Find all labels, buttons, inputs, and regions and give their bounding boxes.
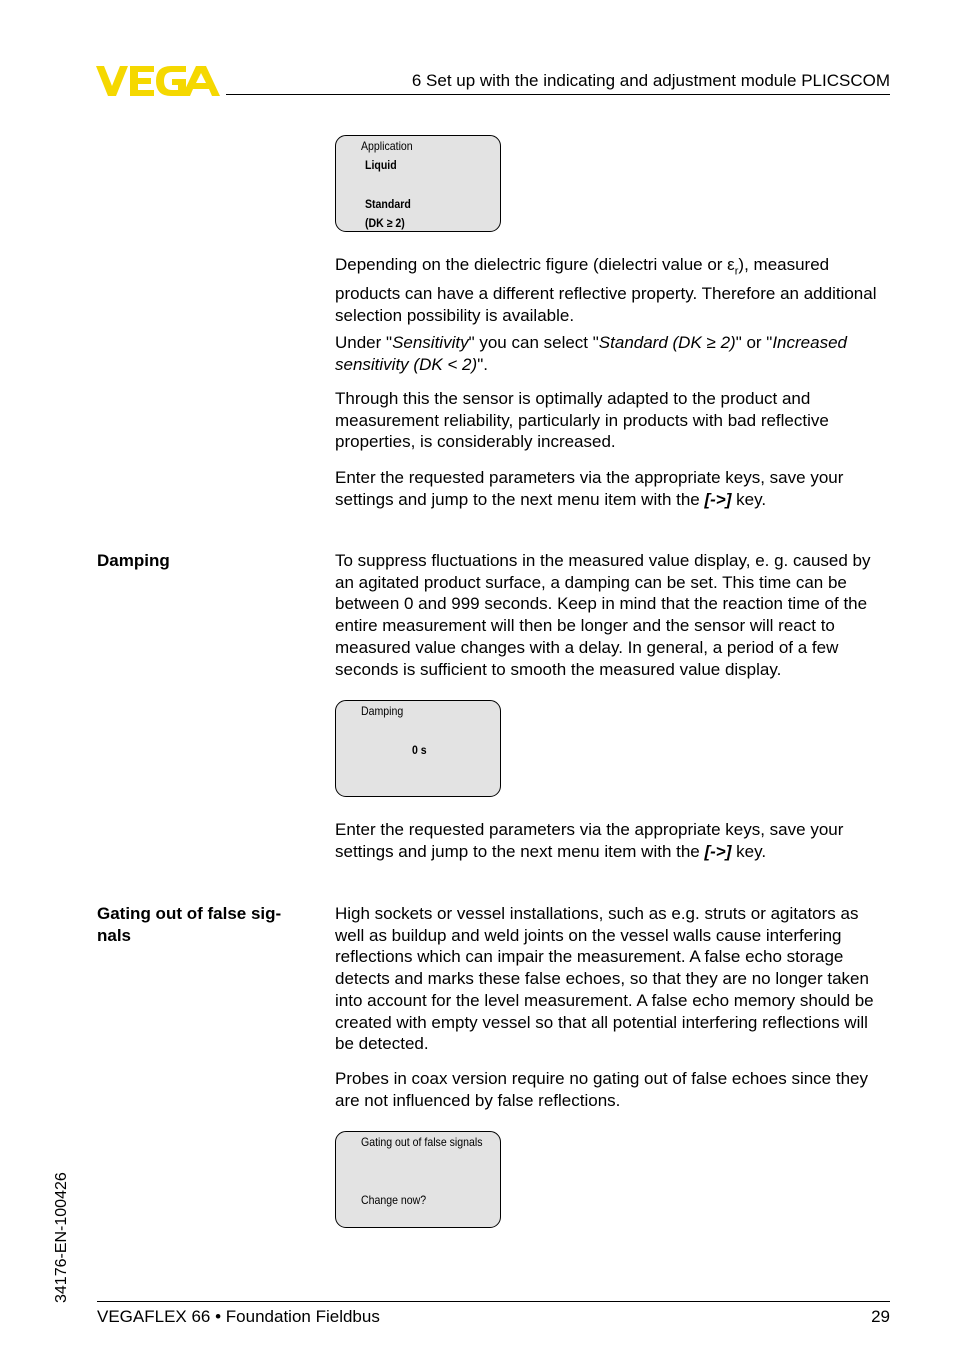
paragraph-dielectric: Depending on the dielectric figure (dielectri value or $\varepsilon_r$), measured products can have a different reflective property. Therefore an additional selection possibility is available. (335, 255, 877, 325)
display-option-standard: Standard (365, 197, 411, 211)
display-option-dk: (DK ≥ 2) (365, 216, 405, 230)
paragraph-sensitivity: Under "Sensitivity" you can select "Standard (DK ≥ 2)" or "Increased sensitivity (DK < 2)". (335, 333, 847, 374)
footer-product: VEGAFLEX 66 • Foundation Fieldbus (97, 1307, 380, 1326)
display-application (335, 135, 501, 232)
display-title: Gating out of false signals (361, 1135, 483, 1149)
paragraph-enter-params: Enter the requested parameters via the appropriate keys, save your settings and jump to the next menu item with the [->] key. (335, 468, 844, 509)
display-title: Application (361, 139, 413, 153)
display-option-liquid: Liquid (365, 158, 397, 172)
section-heading-damping: Damping (97, 551, 170, 570)
paragraph-enter-params-damping: Enter the requested parameters via the appropriate keys, save your settings and jump to the next menu item with the [->] key. (335, 820, 844, 861)
display-prompt: Change now? (361, 1193, 427, 1207)
display-gating (335, 1131, 501, 1228)
display-title: Damping (361, 704, 404, 718)
header-rule (226, 94, 890, 95)
chapter-title: 6 Set up with the indicating and adjustment module PLICSCOM (411, 71, 890, 90)
document-code: 34176-EN-100426 (53, 1172, 70, 1303)
footer-rule (97, 1301, 890, 1302)
paragraph-gating: High sockets or vessel installations, such as e.g. struts or agitators as well as buildup and weld joints on the vessel walls cause interfering reflections which can impair the measurement. A false echo storage detects and marks these false echoes, so that they are no longer taken into account for the level measurement. A false echo memory should be created with empty vessel so that all potential interfering reflections will be detected. (335, 904, 874, 1054)
display-damping (335, 700, 501, 797)
paragraph-adapted: Through this the sensor is optimally adapted to the product and measurement reliability, particularly in products with bad reflective properties, is considerably increased. (335, 389, 829, 452)
page-number: 29 (871, 1307, 890, 1326)
section-heading-gating: Gating out of false sig- nals (97, 904, 282, 945)
display-value: 0 s (412, 743, 427, 757)
vega-logo (96, 66, 220, 96)
paragraph-coax: Probes in coax version require no gating out of false echoes since they are not influenced by false reflections. (335, 1069, 868, 1110)
paragraph-damping: To suppress fluctuations in the measured value display, e. g. caused by an agitated product surface, a damping can be set. This time can be between 0 and 999 seconds. Keep in mind that the reaction time of the entire measurement will then be longer and the sensor will react to measured value changes with a delay. In general, a period of a few seconds is sufficient to smooth the measured value display. (335, 551, 871, 679)
